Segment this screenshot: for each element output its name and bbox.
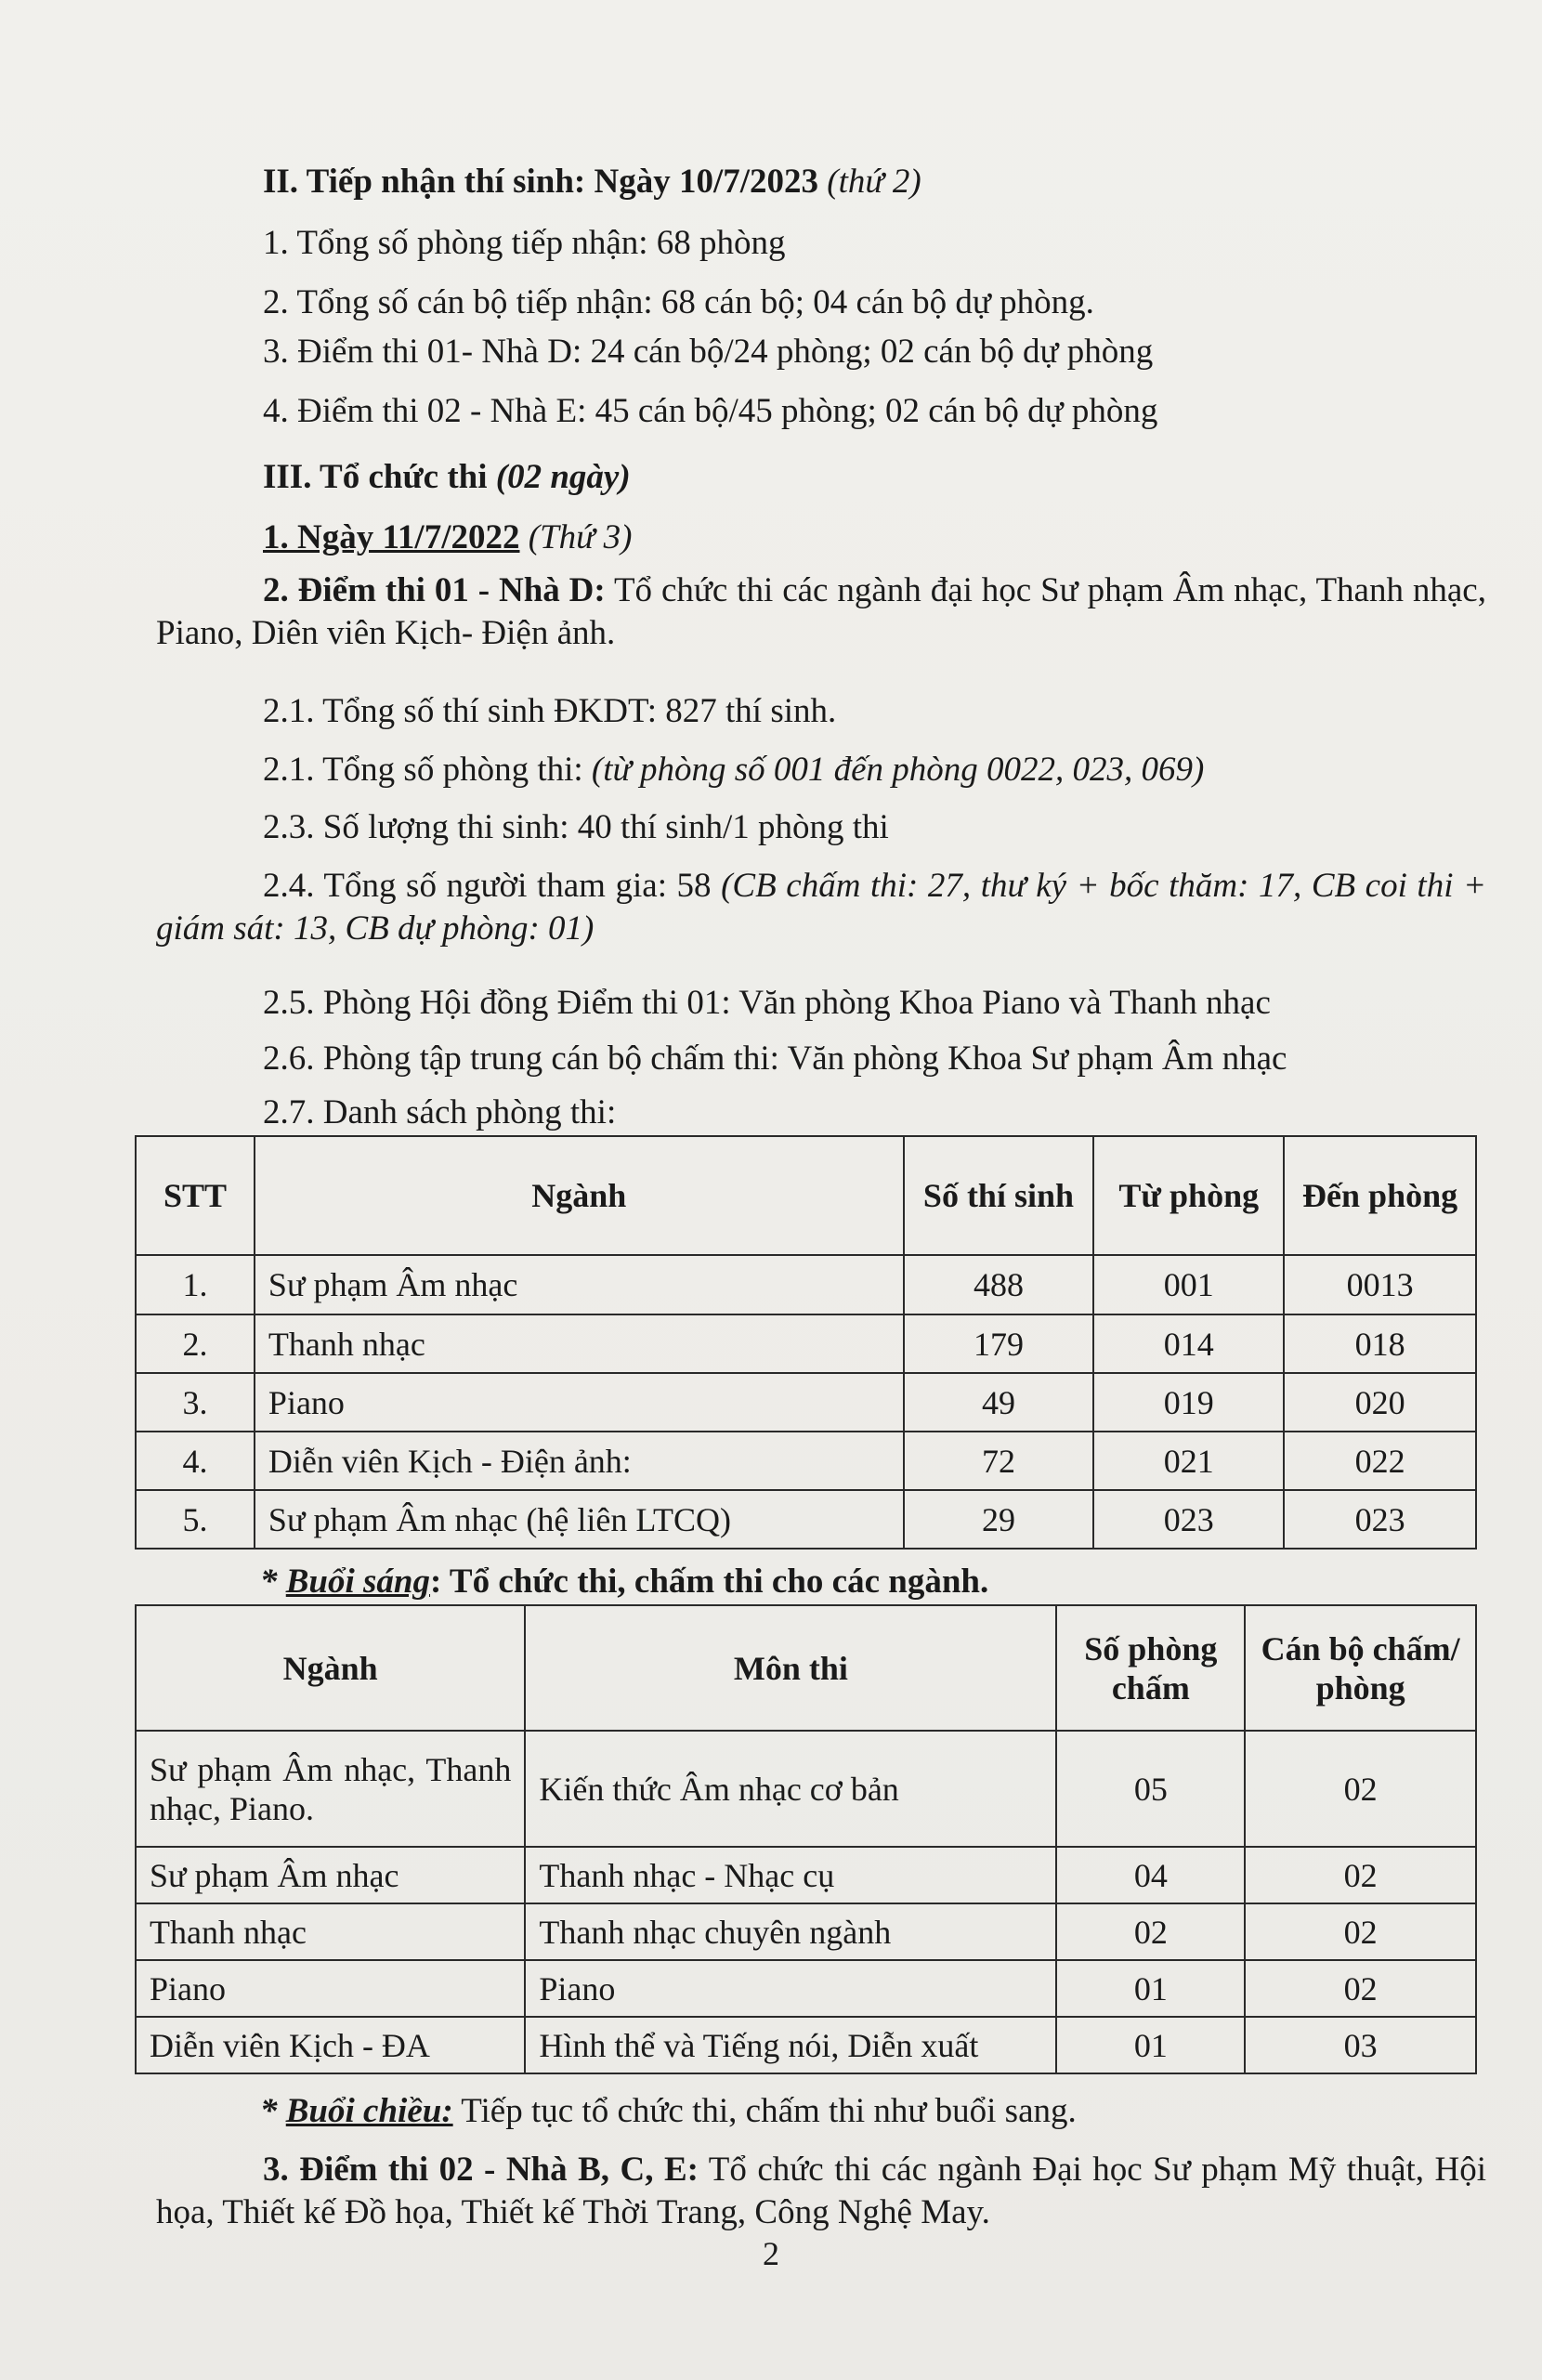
section2-item-4: 4. Điểm thi 02 - Nhà E: 45 cán bộ/45 phòng; 02 cán bộ dự phòng [263,392,1158,430]
page-number: 2 [763,2235,779,2272]
p-2-2: 2.1. Tổng số phòng thi: (từ phòng số 001 đến phòng 0022, 023, 069) [263,751,1205,789]
p-2-1: 2.1. Tổng số thí sinh ĐKDT: 827 thí sinh. [263,692,837,730]
afternoon-note: * Buổi chiều: Tiếp tục tổ chức thi, chấm thi như buổi sang. [260,2092,1077,2130]
p-2-7: 2.7. Danh sách phòng thi: [263,1093,617,1131]
table-row: 4. Diễn viên Kịch - Điện ảnh: 72 021 022 [136,1432,1476,1490]
p-2-4: 2.4. Tổng số người tham gia: 58 (CB chấm thi: 27, thư ký + bốc thăm: 17, CB coi thi + giám sát: 13, CB dự phòng: 01) [156,867,1487,948]
p-2-3: 2.3. Số lượng thi sinh: 40 thí sinh/1 phòng thi [263,808,889,846]
p-2-5: 2.5. Phòng Hội đồng Điểm thi 01: Văn phòng Khoa Piano và Thanh nhạc [263,984,1271,1022]
section2-item-3: 3. Điểm thi 01- Nhà D: 24 cán bộ/24 phòng; 02 cán bộ dự phòng [263,333,1154,371]
table-row: 3. Piano 49 019 020 [136,1373,1476,1432]
site2-paragraph: 3. Điểm thi 02 - Nhà B, C, E: Tổ chức thi các ngành Đại học Sư phạm Mỹ thuật, Hội họa, Thiết kế Đồ họa, Thiết kế Thời Trang, Công Nghệ May. [156,2151,1486,2231]
col-so-phong-cham: Số phòng chấm [1056,1605,1245,1731]
section2-item-1: 1. Tổng số phòng tiếp nhận: 68 phòng [263,224,786,262]
section2-item-2: 2. Tổng số cán bộ tiếp nhận: 68 cán bộ; 04 cán bộ dự phòng. [263,283,1094,321]
table-row: Thanh nhạc Thanh nhạc chuyên ngành 02 02 [136,1903,1476,1960]
section3-heading: III. Tổ chức thi (02 ngày) [263,458,631,496]
table-row: 5. Sư phạm Âm nhạc (hệ liên LTCQ) 29 023 023 [136,1490,1476,1549]
table-row: Piano Piano 01 02 [136,1960,1476,2017]
p-2-6: 2.6. Phòng tập trung cán bộ chấm thi: Văn phòng Khoa Sư phạm Âm nhạc [263,1040,1287,1078]
col-den-phong: Đến phòng [1284,1136,1476,1255]
col-stt: STT [136,1136,255,1255]
col-tu-phong: Từ phòng [1093,1136,1284,1255]
site1-paragraph: 2. Điểm thi 01 - Nhà D: Tổ chức thi các ngành đại học Sư phạm Âm nhạc, Thanh nhạc, Piano, Diên viên Kịch- Điện ảnh. [156,571,1486,652]
col-can-bo: Cán bộ chấm/ phòng [1245,1605,1476,1731]
col-mon-thi: Môn thi [525,1605,1056,1731]
table-row: Diễn viên Kịch - ĐA Hình thể và Tiếng nói, Diễn xuất 01 03 [136,2017,1476,2073]
morning-note: * Buổi sáng: Tổ chức thi, chấm thi cho các ngành. [260,1563,989,1601]
col-so-thi-sinh: Số thí sinh [904,1136,1094,1255]
col-nganh: Ngành [255,1136,904,1255]
day-heading: 1. Ngày 11/7/2022 (Thứ 3) [263,518,633,556]
table-row: 1. Sư phạm Âm nhạc 488 001 0013 [136,1255,1476,1314]
col-nganh: Ngành [136,1605,525,1731]
rooms-table [135,1135,1477,1550]
grading-table-header [136,1605,1476,1731]
table-row: 2. Thanh nhạc 179 014 018 [136,1314,1476,1373]
table-row: Sư phạm Âm nhạc, Thanh nhạc, Piano. Kiến thức Âm nhạc cơ bản 05 02 [136,1731,1476,1847]
grading-table [135,1604,1477,2074]
rooms-table-header [136,1136,1476,1255]
table-row: Sư phạm Âm nhạc Thanh nhạc - Nhạc cụ 04 02 [136,1847,1476,1903]
section2-heading: II. Tiếp nhận thí sinh: Ngày 10/7/2023 (thứ 2) [263,163,921,201]
